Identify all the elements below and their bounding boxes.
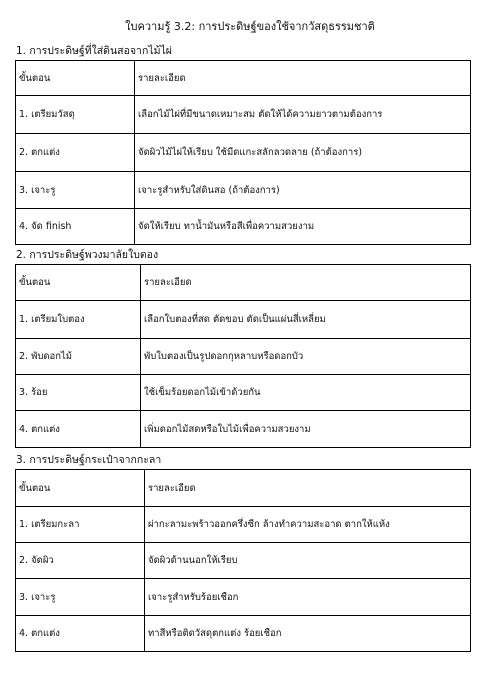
detail-cell: พับใบตองเป็นรูปดอกกุหลาบหรือดอกบัว — [141, 339, 471, 375]
table-row — [16, 301, 471, 339]
table-row — [16, 209, 471, 245]
section-3-heading: 3. การประดิษฐ์กระเป๋าจากกะลา — [16, 454, 162, 466]
column-header-detail: รายละเอียด — [135, 61, 471, 96]
section-1-heading: 1. การประดิษฐ์ที่ใส่ดินสอจากไม้ไผ่ — [16, 45, 172, 57]
detail-cell: เลือกไม้ไผ่ที่มีขนาดเหมาะสม ตัดให้ได้ความยาวตามต้องการ — [135, 96, 471, 134]
column-header-step: ขั้นตอน — [16, 265, 141, 301]
table-row — [16, 507, 471, 543]
step-cell: 4. ตกแต่ง — [16, 411, 141, 448]
detail-cell: ทาสีหรือติดวัสดุตกแต่ง ร้อยเชือก — [145, 616, 471, 652]
table-header-row — [16, 265, 471, 301]
table-row — [16, 134, 471, 172]
table-row — [16, 616, 471, 652]
section-2-heading: 2. การประดิษฐ์พวงมาลัยใบตอง — [16, 249, 159, 261]
step-cell: 1. เตรียมวัสดุ — [16, 96, 135, 134]
detail-cell: จัดผิวไม้ไผ่ให้เรียบ ใช้มีดแกะสลักลวดลาย (ถ้าต้องการ) — [135, 134, 471, 172]
detail-cell: จัดให้เรียบ ทาน้ำมันหรือสีเพื่อความสวยงาม — [135, 209, 471, 245]
step-cell: 1. เตรียมกะลา — [16, 507, 145, 543]
detail-cell: เจาะรูสำหรับร้อยเชือก — [145, 579, 471, 616]
table-row — [16, 411, 471, 448]
column-header-detail: รายละเอียด — [141, 265, 471, 301]
section-1-table — [15, 60, 471, 245]
detail-cell: เจาะรูสำหรับใส่ดินสอ (ถ้าต้องการ) — [135, 172, 471, 209]
step-cell: 4. ตกแต่ง — [16, 616, 145, 652]
detail-cell: ผ่ากะลามะพร้าวออกครึ่งซีก ล้างทำความสะอาด ตากให้แห้ง — [145, 507, 471, 543]
step-cell: 2. จัดผิว — [16, 543, 145, 579]
page-title: ใบความรู้ 3.2: การประดิษฐ์ของใช้จากวัสดุธรรมชาติ — [125, 20, 375, 33]
step-cell: 2. พับดอกไม้ — [16, 339, 141, 375]
table-row — [16, 375, 471, 411]
detail-cell: จัดผิวด้านนอกให้เรียบ — [145, 543, 471, 579]
step-cell: 1. เตรียมใบตอง — [16, 301, 141, 339]
table-row — [16, 172, 471, 209]
table-header-row — [16, 470, 471, 507]
table-row — [16, 579, 471, 616]
detail-cell: เพิ่มดอกไม้สดหรือใบไม้เพื่อความสวยงาม — [141, 411, 471, 448]
step-cell: 3. ร้อย — [16, 375, 141, 411]
column-header-step: ขั้นตอน — [16, 61, 135, 96]
section-3-table — [15, 469, 471, 652]
detail-cell: ใช้เข็มร้อยดอกไม้เข้าด้วยกัน — [141, 375, 471, 411]
column-header-step: ขั้นตอน — [16, 470, 145, 507]
table-row — [16, 339, 471, 375]
detail-cell: เลือกใบตองที่สด ตัดขอบ ตัดเป็นแผ่นสี่เหลี่ยม — [141, 301, 471, 339]
step-cell: 3. เจาะรู — [16, 579, 145, 616]
column-header-detail: รายละเอียด — [145, 470, 471, 507]
table-row — [16, 543, 471, 579]
step-cell: 2. ตกแต่ง — [16, 134, 135, 172]
step-cell: 3. เจาะรู — [16, 172, 135, 209]
table-header-row — [16, 61, 471, 96]
step-cell: 4. จัด finish — [16, 209, 135, 245]
table-row — [16, 96, 471, 134]
section-2-table — [15, 264, 471, 448]
